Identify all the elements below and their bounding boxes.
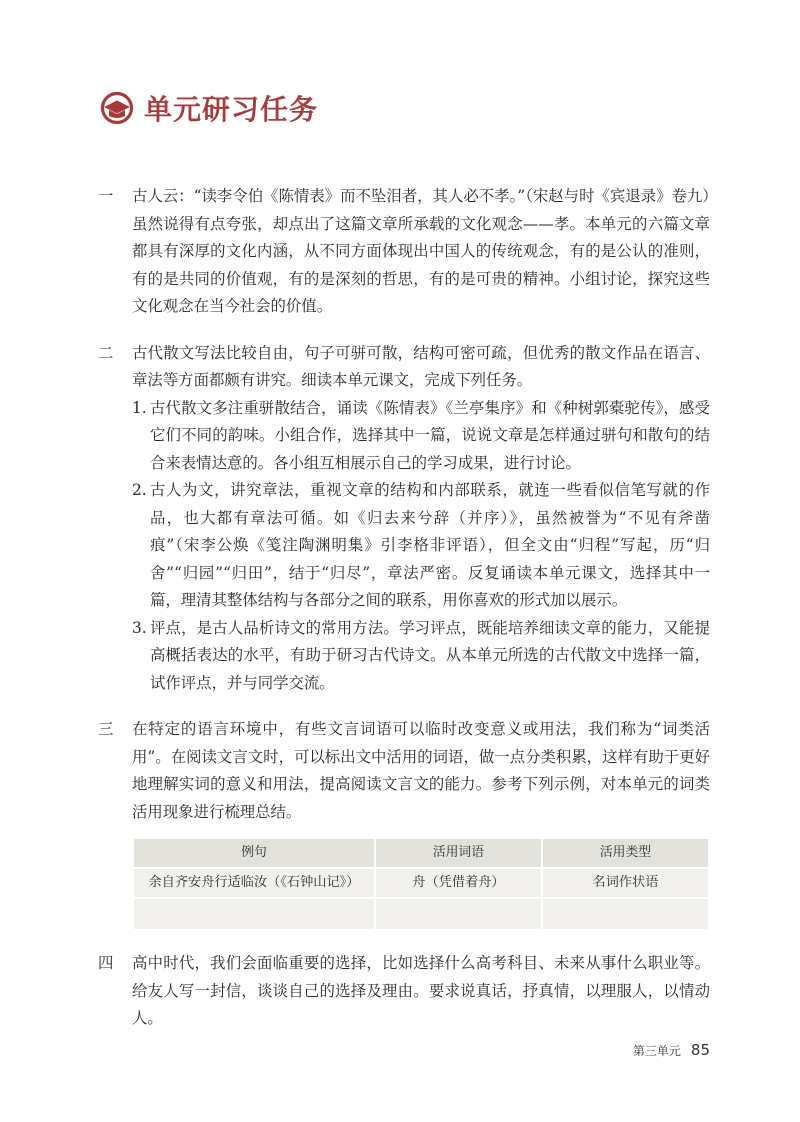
table-row-empty: [133, 898, 709, 930]
page-title: 单元研习任务: [144, 93, 319, 126]
graduation-cap-icon: [98, 91, 136, 125]
page-header: [98, 88, 318, 128]
subtask-list: [132, 395, 710, 698]
subtask-number: 2.: [132, 481, 147, 499]
table-cell-empty[interactable]: [542, 898, 709, 930]
table-cell-empty[interactable]: [375, 898, 542, 930]
subtask-number: 1.: [132, 398, 147, 417]
column-header: 活用类型: [542, 838, 709, 868]
page-number: 85: [690, 1041, 710, 1059]
table-cell-empty[interactable]: [133, 898, 375, 930]
subtask-item: [132, 615, 710, 698]
task-number: 一: [98, 187, 114, 205]
table-cell: 名词作状语: [542, 868, 709, 898]
table-cell: 舟（凭借着舟）: [375, 868, 542, 898]
subtask-text: 评点，是古人品析诗文的常用方法。学习评点，既能培养细读文章的能力，又能提高概括表达的水平，有助于研习古代诗文。从本单元所选的古代散文中选择一篇，试作评点，并与同学交流。: [150, 618, 710, 692]
page-footer: [633, 1041, 710, 1059]
subtask-text: 古人为文，讲究章法，重视文章的结构和内部联系，就连一些看似信笔写就的作品，也大都有章法可循。如《归去来兮辞（并序）》，虽然被誉为“不见有斧凿痕”（宋李公焕《笺注陶渊明集》引李格非评语），但全文由“归程”写起，历“归舍”“归园”“归田”，结于“归尽”，章法严密。反复诵读本单元课文，选择其中一篇，理清其整体结构与各部分之间的联系，用你喜欢的形式加以展示。: [150, 481, 710, 609]
table-cell: 余自齐安舟行适临汝（《石钟山记》）: [133, 868, 375, 898]
task-text: 高中时代，我们会面临重要的选择，比如选择什么高考科目、未来从事什么职业等。给友人写一封信，谈谈自己的选择及理由。要求说真话，抒真情，以理服人，以情动人。: [132, 954, 710, 1027]
task-text: 古人云：“读李令伯《陈情表》而不坠泪者，其人必不孝。”（宋赵与时《宾退录》卷九）虽然说得有点夸张，却点出了这篇文章所承载的文化观念——孝。本单元的六篇文章都具有深厚的文化内涵，从不同方面体现出中国人的传统观念，有的是公认的准则，有的是共同的价值观，有的是深刻的哲思，有的是可贵的精神。小组讨论，探究这些文化观念在当今社会的价值。: [132, 187, 710, 315]
task-text: 古代散文写法比较自由，句子可骈可散，结构可密可疏，但优秀的散文作品在语言、章法等方面都颇有讲究。细读本单元课文，完成下列任务。: [132, 343, 710, 389]
subtask-item: [132, 395, 710, 478]
unit-label: 第三单元: [632, 1044, 681, 1058]
column-header: 活用词语: [375, 838, 542, 868]
task-item: [98, 340, 710, 698]
task-number: 三: [98, 720, 114, 738]
table-header-row: [133, 838, 709, 868]
task-list: [98, 183, 710, 1033]
subtask-number: 3.: [132, 618, 147, 637]
subtask-item: [132, 477, 710, 615]
task-number: 四: [98, 954, 114, 972]
task-item: [98, 183, 710, 321]
word-usage-table: [132, 837, 710, 931]
column-header: 例句: [133, 838, 375, 868]
task-item: [98, 716, 710, 931]
task-item: [98, 950, 710, 1033]
subtask-text: 古代散文多注重骈散结合，诵读《陈情表》《兰亭集序》和《种树郭橐驼传》，感受它们不同的韵味。小组合作，选择其中一篇，说说文章是怎样通过骈句和散句的结合来表情达意的。各小组互相展示自己的学习成果，进行讨论。: [150, 398, 710, 472]
task-number: 二: [98, 343, 114, 362]
table-row: [133, 868, 709, 898]
task-text: 在特定的语言环境中，有些文言词语可以临时改变意义或用法，我们称为“词类活用”。在阅读文言文时，可以标出文中活用的词语，做一点分类积累，这样有助于更好地理解实词的意义和用法，提高阅读文言文的能力。参考下列示例，对本单元的词类活用现象进行梳理总结。: [132, 720, 710, 821]
